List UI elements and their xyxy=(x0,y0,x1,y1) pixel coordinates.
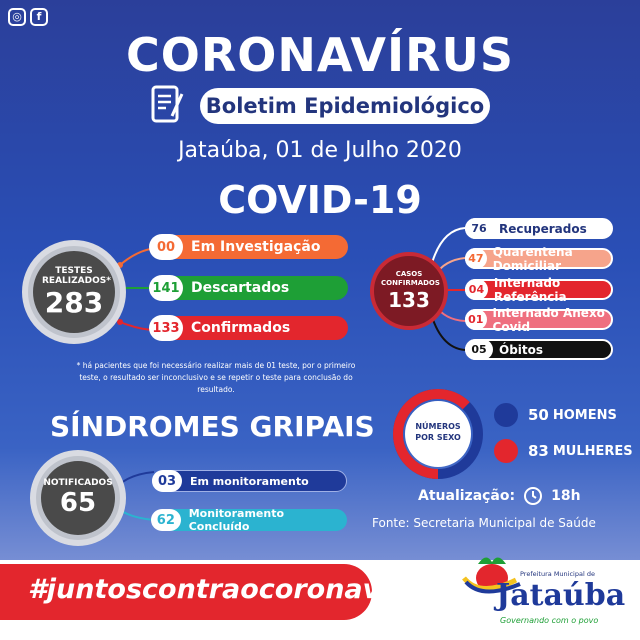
syndrome-label: Em monitoramento xyxy=(190,474,309,488)
test-item-confirmed xyxy=(150,316,348,340)
test-label: Confirmados xyxy=(191,320,291,336)
syndromes-title: SÍNDROMES GRIPAIS xyxy=(50,410,375,443)
women-dot xyxy=(494,439,518,463)
municipality-logo xyxy=(456,548,626,634)
notified-label: NOTIFICADOS xyxy=(43,478,113,488)
hashtag: #juntoscontraocoronavírus xyxy=(28,574,439,605)
subtitle-badge: Boletim Epidemiológico xyxy=(200,88,490,124)
confirmed-label-text: Internado Anexo Covid xyxy=(492,305,605,334)
confirmed-label-text: Internado Referência xyxy=(493,275,567,304)
test-label: Descartados xyxy=(191,280,290,296)
confirmed-value: 133 xyxy=(388,288,430,312)
test-count: 133 xyxy=(149,315,183,341)
men-value: 50 xyxy=(528,406,549,424)
test-item-discarded xyxy=(150,276,348,300)
tests-value: 283 xyxy=(44,285,104,319)
report-date: Jataúba, 01 de Julho 2020 xyxy=(178,138,462,163)
women-row xyxy=(494,439,633,463)
social-icons xyxy=(8,8,48,26)
update-time: 18h xyxy=(551,488,581,504)
footnote: * há pacientes que foi necessário realizar mais de 01 teste, por o primeiro teste, o resultado ser inconclusivo e se repetir o teste para conclusão do resultado. xyxy=(76,361,356,394)
confirmed-label-text: Quarentena Domiciliar xyxy=(492,244,573,273)
syndrome-item-monitoring xyxy=(152,470,347,492)
confirmed-label-text: Recuperados xyxy=(499,221,587,236)
test-label: Em Investigação xyxy=(191,239,321,255)
notified-value: 65 xyxy=(59,488,97,518)
confirmed-count: 47 xyxy=(465,248,487,269)
confirmed-item-home xyxy=(465,244,613,273)
sex-label: NÚMEROS POR SEXO xyxy=(415,422,461,442)
men-dot xyxy=(494,403,518,427)
syndrome-count: 03 xyxy=(152,470,182,492)
test-count: 141 xyxy=(149,275,183,301)
women-value: 83 xyxy=(528,442,549,460)
source-text: Fonte: Secretaria Municipal de Saúde xyxy=(372,516,596,530)
confirmed-circle xyxy=(370,252,448,330)
clock-icon xyxy=(523,486,543,506)
instagram-icon[interactable]: ◎ xyxy=(8,8,26,26)
notified-circle xyxy=(30,450,126,546)
logo-slogan: Governando com o povo xyxy=(500,616,599,625)
confirmed-item-deaths xyxy=(465,339,613,360)
confirmed-count: 04 xyxy=(465,279,488,300)
facebook-icon[interactable]: f xyxy=(30,8,48,26)
confirmed-item-annex xyxy=(465,305,613,334)
syndrome-item-concluded xyxy=(152,509,347,531)
men-label: HOMENS xyxy=(552,407,617,423)
confirmed-label: CASOS CONFIRMADOS xyxy=(381,270,440,287)
men-row xyxy=(494,403,617,427)
tests-label: TESTES REALIZADOS* xyxy=(42,265,111,286)
covid-heading: COVID-19 xyxy=(218,178,422,222)
women-label: MULHERES xyxy=(552,443,633,459)
confirmed-count: 76 xyxy=(465,218,493,239)
confirmed-count: 01 xyxy=(465,309,487,330)
syndrome-count: 62 xyxy=(151,509,181,531)
update-row xyxy=(418,486,581,506)
confirmed-item-recovered xyxy=(465,218,613,239)
update-label: Atualização: xyxy=(418,488,516,504)
confirmed-label-text: Óbitos xyxy=(499,342,544,357)
syndrome-label: Monitoramento Concluído xyxy=(188,507,285,533)
test-item-investigation xyxy=(150,235,348,259)
document-icon xyxy=(150,84,186,126)
logo-name: Jataúba xyxy=(496,578,626,613)
confirmed-item-reference xyxy=(465,275,613,304)
logo-top-text: Prefeitura Municipal de xyxy=(520,570,595,578)
page-title: CORONAVÍRUS xyxy=(126,28,514,82)
test-count: 00 xyxy=(149,234,183,260)
confirmed-count: 05 xyxy=(465,339,493,360)
tests-circle xyxy=(22,240,126,344)
